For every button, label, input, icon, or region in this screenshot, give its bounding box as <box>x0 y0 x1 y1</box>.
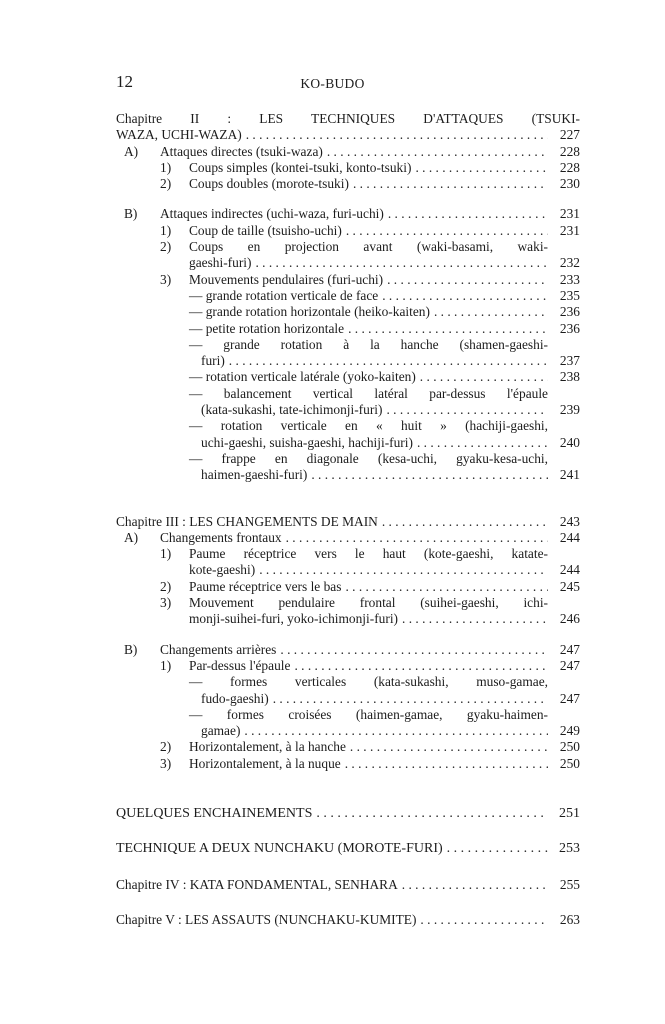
toc-page-number: 249 <box>559 723 580 739</box>
leader-dots <box>327 144 548 160</box>
leader-dots <box>286 530 548 546</box>
toc-entry-title: Paume réceptrice vers le haut (kote-gaeshi, katate- <box>189 546 548 562</box>
toc-label: B) <box>124 641 138 657</box>
leader-dots <box>273 691 548 707</box>
toc-entry-title: Attaques indirectes (uchi-waza, furi-uchi) <box>160 206 384 222</box>
toc-page-number: 243 <box>559 513 580 529</box>
toc-entry-title: Coups simples (kontei-tsuki, konto-tsuki) <box>189 159 412 175</box>
toc-label: A) <box>124 143 139 159</box>
toc-subitem <box>116 288 580 304</box>
toc-entry-title: Paume réceptrice vers le bas <box>189 578 342 594</box>
toc-entry-title: — grande rotation à la hanche (shamen-gaeshi- <box>189 336 548 352</box>
toc-chapter-4 <box>116 877 580 893</box>
toc-entry-title: — balancement vertical latéral par-dessus l'épaule <box>189 385 548 401</box>
toc-entry-enchainements <box>116 806 580 822</box>
toc-item <box>116 160 580 176</box>
toc-entry-title: Mouvements pendulaires (furi-uchi) <box>189 271 384 287</box>
toc-page-number: 247 <box>559 641 580 657</box>
leader-dots <box>246 127 548 143</box>
toc-label: A) <box>124 529 139 545</box>
table-of-contents <box>116 111 580 947</box>
toc-chapter-2 <box>116 111 580 144</box>
leader-dots <box>353 176 548 192</box>
leader-dots <box>348 321 548 337</box>
leader-dots <box>420 369 548 385</box>
toc-label: 2) <box>160 239 172 255</box>
leader-dots <box>311 467 548 483</box>
toc-subitem <box>116 674 580 707</box>
toc-entry-title: fudo-gaeshi) <box>201 690 269 706</box>
toc-page-number: 231 <box>559 222 580 238</box>
toc-label: 3) <box>160 755 172 771</box>
toc-entry-title: QUELQUES ENCHAINEMENTS <box>116 805 313 821</box>
toc-section-2a <box>116 144 580 160</box>
toc-page-number: 250 <box>559 739 580 755</box>
toc-entry-title: — frappe en diagonale (kesa-uchi, gyaku-kesa-uchi, <box>189 450 548 466</box>
toc-item <box>116 223 580 239</box>
toc-entry-title: Chapitre IV : KATA FONDAMENTAL, SENHARA <box>116 876 398 892</box>
toc-page-number: 246 <box>559 611 580 627</box>
toc-section-2b <box>116 206 580 222</box>
toc-label: B) <box>124 206 138 222</box>
toc-entry-title: Chapitre III : LES CHANGEMENTS DE MAIN <box>116 513 378 529</box>
toc-chapter-5 <box>116 912 580 928</box>
leader-dots <box>402 611 548 627</box>
toc-page-number: 241 <box>559 467 580 483</box>
leader-dots <box>229 353 548 369</box>
toc-entry-title: — formes croisées (haimen-gamae, gyaku-haimen- <box>189 706 548 722</box>
toc-entry-title: Par-dessus l'épaule <box>189 657 291 673</box>
toc-entry-title: — formes verticales (kata-sukashi, muso-gamae, <box>189 674 548 690</box>
page-number: 12 <box>116 72 133 91</box>
toc-page-number: 255 <box>559 876 580 892</box>
leader-dots <box>255 255 548 271</box>
toc-label: 2) <box>160 739 172 755</box>
leader-dots <box>402 877 548 893</box>
toc-page-number: 244 <box>559 562 580 578</box>
toc-page-number: 237 <box>559 353 580 369</box>
toc-entry-title: Changements frontaux <box>160 529 282 545</box>
toc-page-number: 228 <box>559 159 580 175</box>
toc-label: 1) <box>160 159 172 175</box>
running-title: KO-BUDO <box>300 76 365 91</box>
leader-dots <box>350 739 548 755</box>
toc-entry-deux-nunchaku <box>116 841 580 857</box>
toc-label: 3) <box>160 271 172 287</box>
toc-entry-title: Chapitre V : LES ASSAUTS (NUNCHAKU-KUMITE) <box>116 911 417 927</box>
toc-subitem <box>116 707 580 740</box>
leader-dots <box>316 806 548 822</box>
toc-entry-title: kote-gaeshi) <box>189 562 256 578</box>
toc-item <box>116 658 580 674</box>
toc-entry-title: Horizontalement, à la hanche <box>189 739 346 755</box>
toc-entry-title: Coup de taille (tsuisho-uchi) <box>189 222 342 238</box>
toc-entry-title: Chapitre II : LES TECHNIQUES D'ATTAQUES (TSUKI- <box>116 111 580 126</box>
toc-entry-title: Changements arrières <box>160 641 277 657</box>
toc-entry-title: — rotation verticale en « huit » (hachiji-gaeshi, <box>189 418 548 434</box>
toc-page-number: 263 <box>559 911 580 927</box>
toc-entry-line <box>116 127 580 143</box>
toc-label: 3) <box>160 595 172 611</box>
toc-entry-title: TECHNIQUE A DEUX NUNCHAKU (MOROTE-FURI) <box>116 841 443 857</box>
leader-dots <box>294 658 548 674</box>
toc-page-number: 236 <box>559 320 580 336</box>
toc-entry-title: haimen-gaeshi-furi) <box>201 467 308 483</box>
toc-page-number: 250 <box>559 755 580 771</box>
toc-label: 2) <box>160 176 172 192</box>
toc-subitem <box>116 337 580 370</box>
leader-dots <box>382 288 548 304</box>
toc-subitem <box>116 386 580 419</box>
leader-dots <box>259 562 548 578</box>
toc-page-number: 244 <box>559 529 580 545</box>
toc-item <box>116 579 580 595</box>
toc-entry-title: uchi-gaeshi, suisha-gaeshi, hachiji-furi) <box>201 434 413 450</box>
toc-entry-title: furi) <box>201 353 225 369</box>
toc-subitem <box>116 369 580 385</box>
toc-item <box>116 546 580 579</box>
leader-dots <box>387 272 548 288</box>
leader-dots <box>447 841 548 857</box>
leader-dots <box>382 514 548 530</box>
leader-dots <box>388 206 548 222</box>
toc-label: 1) <box>160 546 172 562</box>
toc-label: 1) <box>160 222 172 238</box>
toc-item <box>116 739 580 755</box>
toc-entry-title: Mouvement pendulaire frontal (suihei-gaeshi, ichi- <box>189 595 548 611</box>
toc-section-3a <box>116 530 580 546</box>
leader-dots <box>386 402 548 418</box>
toc-label: 1) <box>160 657 172 673</box>
toc-chapter-3 <box>116 514 580 530</box>
toc-page-number: 238 <box>559 369 580 385</box>
toc-section-3b <box>116 642 580 658</box>
toc-label: 2) <box>160 578 172 594</box>
toc-page-number: 228 <box>559 143 580 159</box>
toc-page-number: 247 <box>559 657 580 673</box>
toc-item <box>116 756 580 772</box>
toc-page-number: 232 <box>559 255 580 271</box>
leader-dots <box>420 912 548 928</box>
toc-entry-title: — grande rotation verticale de face <box>189 287 379 303</box>
toc-page-number: 251 <box>559 805 580 821</box>
leader-dots <box>346 223 548 239</box>
leader-dots <box>415 160 548 176</box>
toc-entry-title: Coups en projection avant (waki-basami, waki- <box>189 239 548 255</box>
toc-page-number: 240 <box>559 434 580 450</box>
toc-item <box>116 239 580 272</box>
leader-dots <box>345 756 548 772</box>
toc-page-number: 239 <box>559 402 580 418</box>
toc-page-number: 231 <box>559 206 580 222</box>
toc-page-number: 233 <box>559 271 580 287</box>
toc-entry-title: (kata-sukashi, tate-ichimonji-furi) <box>201 402 383 418</box>
toc-item <box>116 595 580 628</box>
toc-item <box>116 272 580 288</box>
leader-dots <box>434 304 548 320</box>
toc-entry-title: gamae) <box>201 723 241 739</box>
toc-page-number: 253 <box>559 841 580 857</box>
leader-dots <box>417 435 548 451</box>
toc-subitem <box>116 418 580 451</box>
toc-item <box>116 176 580 192</box>
toc-page-number: 230 <box>559 176 580 192</box>
toc-entry-title: Horizontalement, à la nuque <box>189 755 341 771</box>
leader-dots <box>280 642 548 658</box>
toc-entry-title: — grande rotation horizontale (heiko-kaiten) <box>189 304 430 320</box>
toc-page-number: 247 <box>559 690 580 706</box>
toc-page-number: 245 <box>559 578 580 594</box>
toc-page-number: 227 <box>559 127 580 143</box>
toc-entry-title: Coups doubles (morote-tsuki) <box>189 176 349 192</box>
toc-page-number: 235 <box>559 287 580 303</box>
toc-entry-title: monji-suihei-furi, yoko-ichimonji-furi) <box>189 611 398 627</box>
toc-subitem <box>116 321 580 337</box>
toc-page-number: 236 <box>559 304 580 320</box>
toc-entry-title: Attaques directes (tsuki-waza) <box>160 143 323 159</box>
leader-dots <box>244 723 548 739</box>
leader-dots <box>345 579 548 595</box>
toc-subitem <box>116 451 580 484</box>
toc-entry-title: gaeshi-furi) <box>189 255 252 271</box>
toc-subitem <box>116 304 580 320</box>
toc-entry-title: — rotation verticale latérale (yoko-kaiten) <box>189 369 416 385</box>
toc-entry-title: — petite rotation horizontale <box>189 320 345 336</box>
toc-entry-title: WAZA, UCHI-WAZA) <box>116 127 242 143</box>
